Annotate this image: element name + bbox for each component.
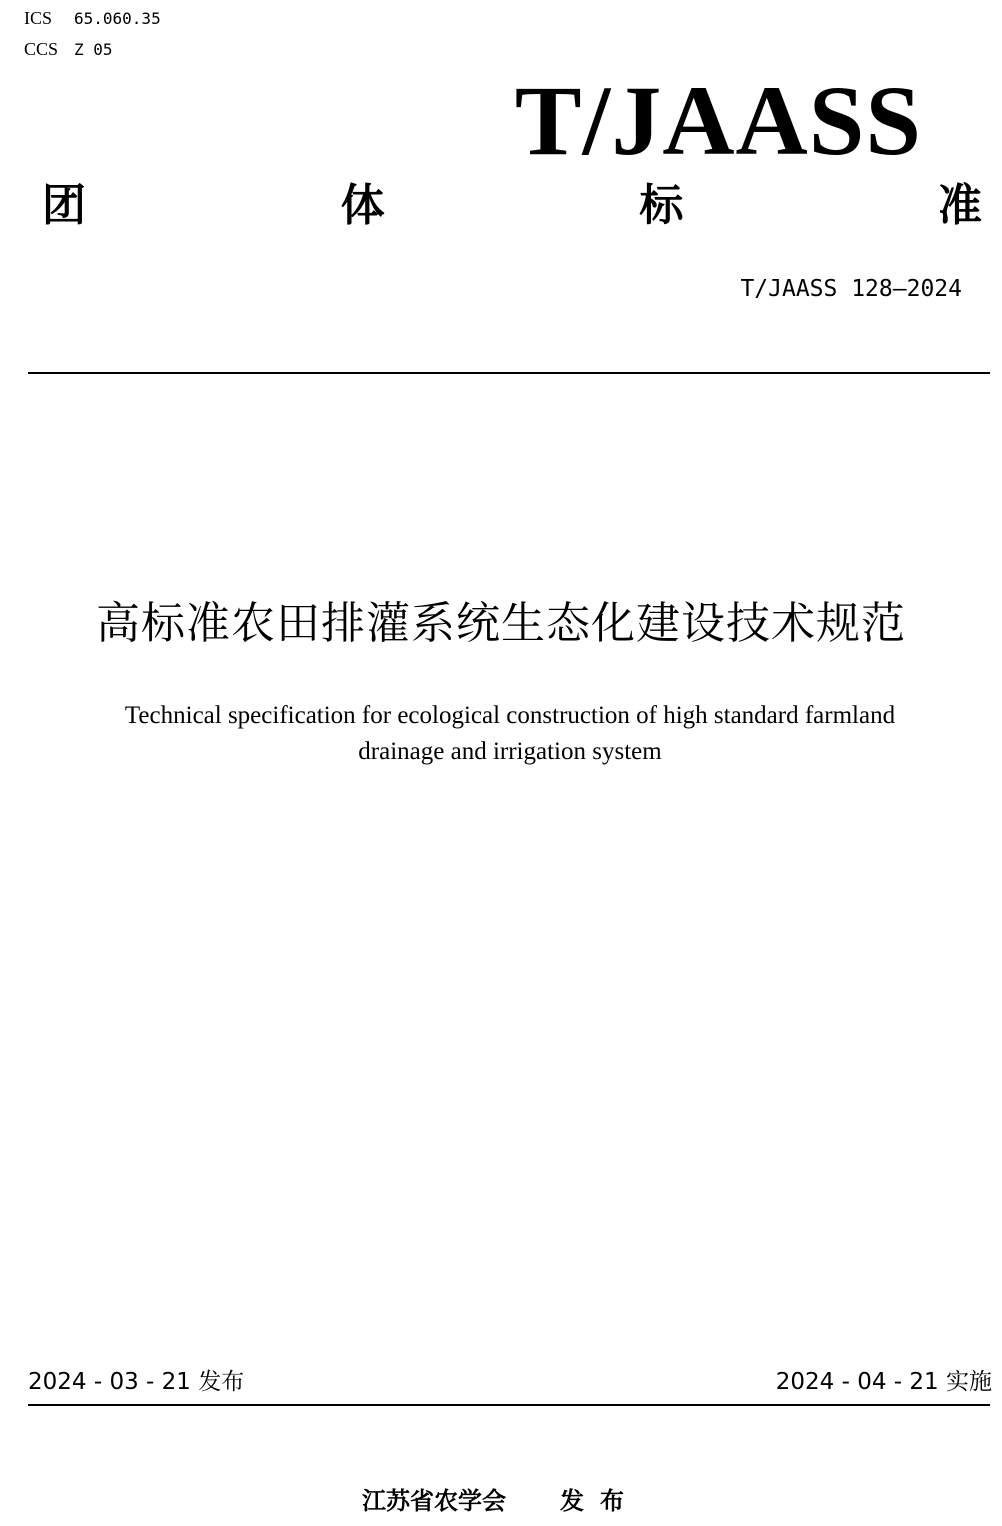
document-title-english	[40, 698, 980, 770]
standard-type-char: 体	[340, 180, 385, 231]
implementation-date: 2024 - 04 - 21 实施	[775, 1369, 992, 1395]
ics-code: 65.060.35	[74, 9, 161, 28]
publisher-line	[0, 1484, 1002, 1518]
publish-action: 发布	[560, 1487, 640, 1515]
standard-type-char: 团	[42, 180, 86, 231]
issue-date: 2024 - 03 - 21 发布	[28, 1369, 245, 1395]
standard-type-char: 标	[639, 180, 684, 231]
ccs-code-row	[24, 39, 113, 60]
organization-code-logo: T/JAASS	[514, 65, 922, 176]
standard-type-heading	[42, 178, 982, 234]
standard-type-char: 准	[937, 180, 982, 231]
footer-divider	[28, 1404, 990, 1406]
english-title-line: Technical specification for ecological construction of high standard farmland	[124, 702, 896, 729]
standard-number: T/JAASS 128—2024	[740, 276, 962, 302]
ics-label: ICS	[24, 8, 53, 28]
header-divider	[28, 372, 990, 374]
ics-code-row	[24, 8, 161, 29]
ccs-code: Z 05	[74, 40, 113, 59]
english-title-line: drainage and irrigation system	[358, 738, 662, 765]
publisher-name: 江苏省农学会	[362, 1487, 506, 1515]
ccs-label: CCS	[24, 39, 59, 59]
document-title-chinese: 高标准农田排灌系统生态化建设技术规范	[96, 598, 906, 649]
